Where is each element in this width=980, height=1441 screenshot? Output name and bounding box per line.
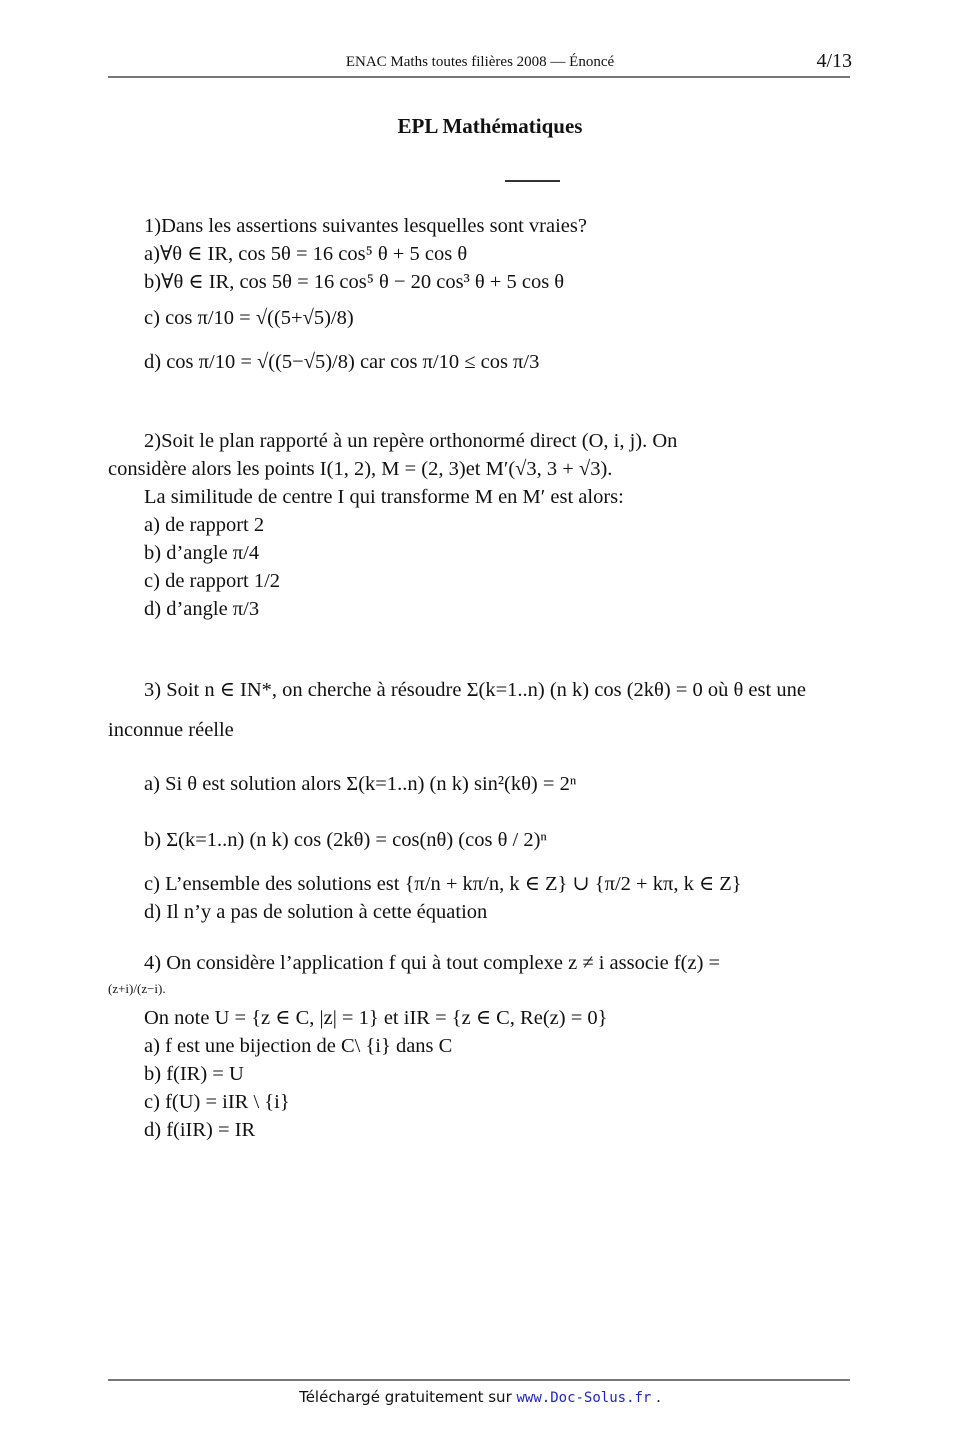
option-label: a) (144, 514, 160, 536)
footer (0, 1388, 960, 1406)
option-label: b) (144, 1063, 162, 1085)
option-text: cos π/10 = √((5−√5)/8) car cos π/10 ≤ cos π/3 (166, 351, 540, 373)
page-number: 4/13 (816, 50, 852, 72)
option-label: d) (144, 1119, 162, 1141)
option-text: f(IR) = U (166, 1063, 244, 1085)
question-number: 2) (144, 430, 162, 452)
option-text: ∀θ ∈ IR, cos 5θ = 16 cos⁵ θ + 5 cos θ (159, 243, 468, 265)
question-text: Soit le plan rapporté à un repère orthonormé direct (O, i, j). On (161, 430, 678, 452)
option-text: cos π/10 = √((5+√5)/8) (165, 307, 354, 329)
option-4d (144, 1120, 255, 1141)
option-label: a) (144, 1035, 160, 1057)
option-3b (144, 830, 547, 851)
option-3d (144, 902, 487, 923)
option-text: d’angle π/4 (166, 542, 260, 564)
question-3-statement-line-2: inconnue réelle (108, 719, 234, 741)
option-text: de rapport 1/2 (165, 570, 281, 592)
option-1d (144, 352, 539, 373)
option-label: a) (144, 773, 160, 795)
question-4-statement-line-3: On note U = {z ∈ C, |z| = 1} et iIR = {z ∈ C, Re(z) = 0} (144, 1007, 608, 1029)
option-label: b) (144, 542, 162, 564)
header-rule (108, 76, 850, 78)
question-4-statement-line-1 (144, 953, 720, 974)
option-text: f est une bijection de C\ {i} dans C (165, 1035, 453, 1057)
option-1c (144, 308, 354, 329)
option-text: de rapport 2 (165, 514, 265, 536)
option-text: Σ(k=1..n) (n k) cos (2kθ) = cos(nθ) (cos θ / 2)ⁿ (166, 829, 547, 851)
question-2-statement-line-2: considère alors les points I(1, 2), M = (2, 3)et M′(√3, 3 + √3). (108, 458, 613, 480)
option-2b (144, 543, 259, 564)
footer-link[interactable]: www.Doc-Solus.fr (516, 1390, 652, 1406)
option-2c (144, 571, 280, 592)
option-4b (144, 1064, 244, 1085)
option-label: d) (144, 351, 162, 373)
question-text: Soit n ∈ IN*, on cherche à résoudre Σ(k=1..n) (n k) cos (2kθ) = 0 où θ est une (166, 679, 806, 701)
footer-text: Téléchargé gratuitement sur (299, 1388, 517, 1406)
option-text: Si θ est solution alors Σ(k=1..n) (n k) sin²(kθ) = 2ⁿ (165, 773, 577, 795)
option-text: f(iIR) = IR (166, 1119, 256, 1141)
question-4-statement-line-2: (z+i)/(z−i). (108, 981, 166, 996)
page-title: EPL Mathématiques (397, 114, 583, 138)
option-label: c) (144, 307, 160, 329)
option-4a (144, 1036, 452, 1057)
option-1a (144, 244, 467, 265)
option-label: c) (144, 873, 160, 895)
option-text: f(U) = iIR \ {i} (165, 1091, 290, 1113)
question-number: 4) (144, 952, 162, 974)
option-3a (144, 774, 576, 795)
option-text: Il n’y a pas de solution à cette équation (166, 901, 488, 923)
footer-suffix: . (651, 1388, 661, 1406)
option-label: b) (144, 271, 162, 293)
question-text: On considère l’application f qui à tout complexe z ≠ i associe f(z) = (166, 952, 721, 974)
option-label: a) (144, 243, 160, 265)
question-number: 1) (144, 215, 162, 237)
question-text: Dans les assertions suivantes lesquelles sont vraies? (161, 215, 587, 237)
running-header: ENAC Maths toutes filières 2008 — Énoncé (345, 54, 615, 70)
footer-rule (108, 1379, 850, 1381)
option-4c (144, 1092, 290, 1113)
option-text: L’ensemble des solutions est {π/n + kπ/n, k ∈ Z} ∪ {π/2 + kπ, k ∈ Z} (165, 873, 742, 895)
option-2a (144, 515, 264, 536)
option-3c (144, 874, 742, 895)
option-label: b) (144, 829, 162, 851)
option-1b (144, 272, 564, 293)
option-label: c) (144, 1091, 160, 1113)
question-number: 3) (144, 679, 162, 701)
option-2d (144, 599, 259, 620)
option-text: d’angle π/3 (166, 598, 260, 620)
option-label: d) (144, 901, 162, 923)
decorative-mark (505, 180, 560, 182)
question-2-statement-line-1 (144, 431, 677, 452)
option-text: ∀θ ∈ IR, cos 5θ = 16 cos⁵ θ − 20 cos³ θ + 5 cos θ (161, 271, 565, 293)
question-3-statement-line-1 (144, 680, 806, 701)
question-1-statement (144, 216, 587, 237)
option-label: c) (144, 570, 160, 592)
option-label: d) (144, 598, 162, 620)
question-2-statement-line-3: La similitude de centre I qui transforme M en M′ est alors: (144, 486, 624, 508)
